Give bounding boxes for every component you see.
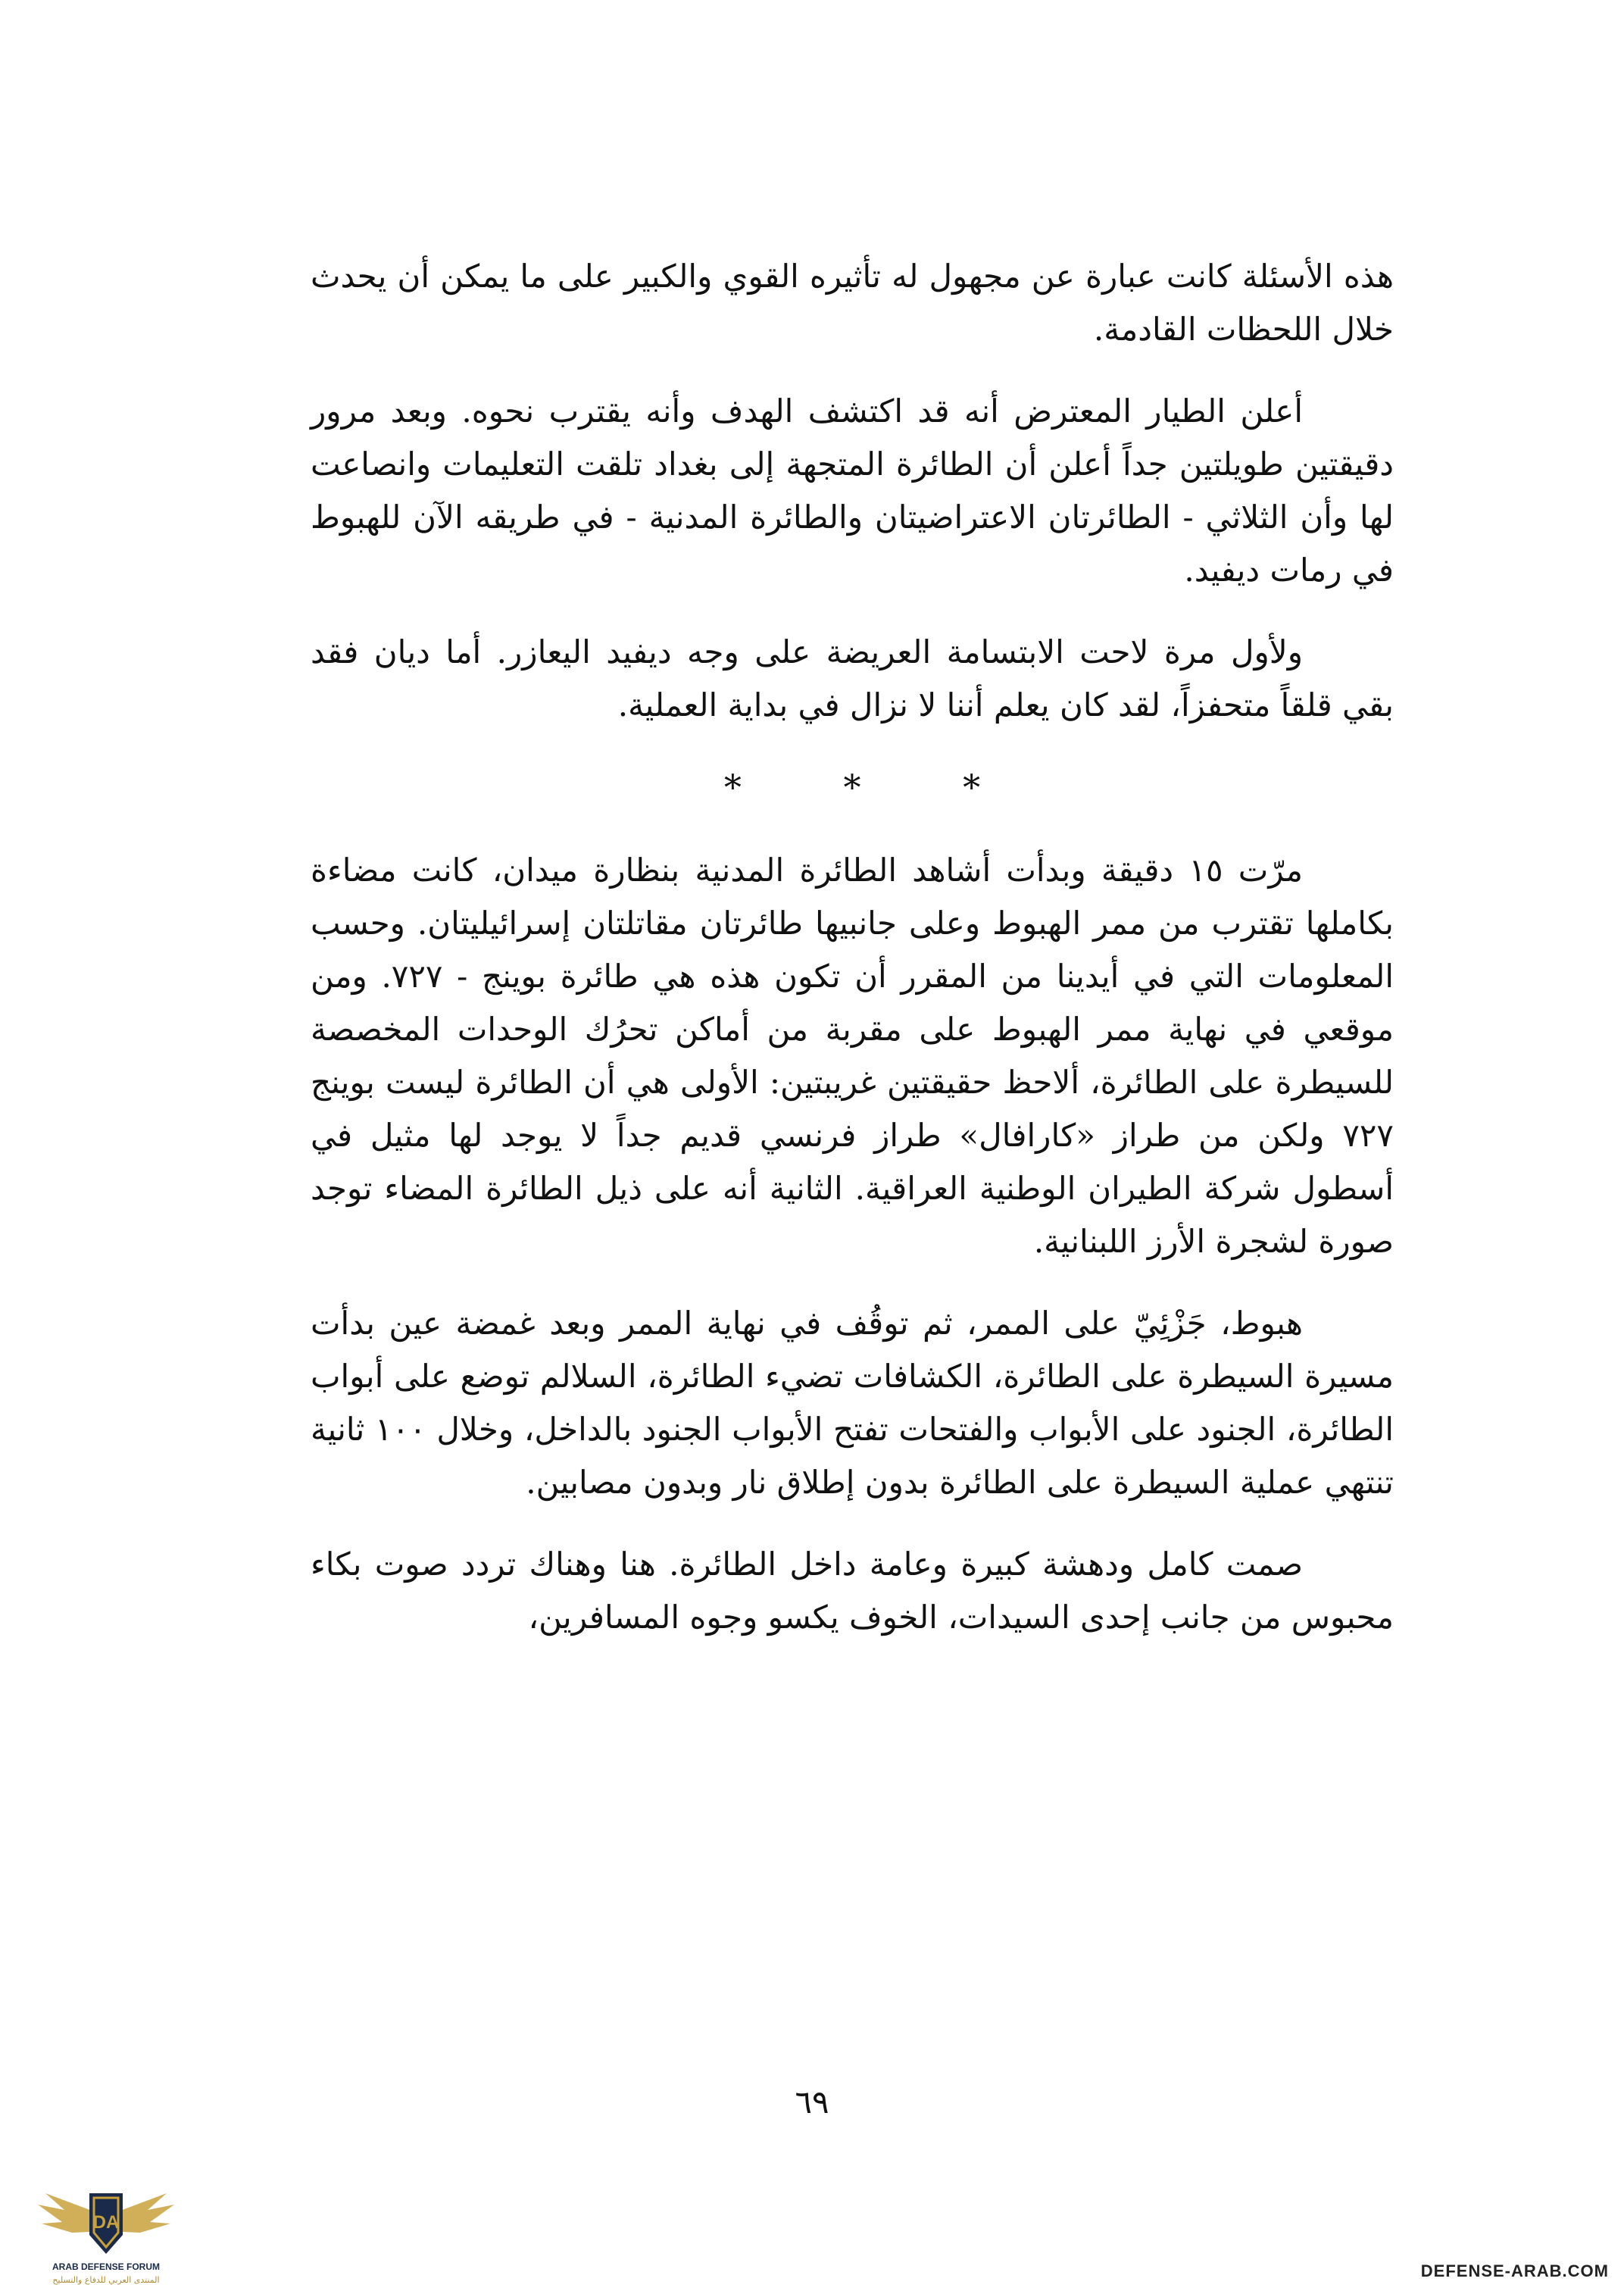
page-number: ٦٩: [795, 2083, 829, 2121]
paragraph: صمت كامل ودهشة كبيرة وعامة داخل الطائرة. هنا وهناك تردد صوت بكاء محبوس من جانب إحدى السيدات، الخوف يكسو وجوه المسافرين،: [311, 1546, 1394, 1636]
paragraph: أعلن الطيار المعترض أنه قد اكتشف الهدف وأنه يقترب نحوه. وبعد مرور دقيقتين طويلتين جداً أعلن أن الطائرة المتجهة إلى بغداد تلقت التعليمات وانصاعت لها وأن الثلاثي - الطائرتان الاعتراضيتان والطائرة المدنية - في طريقه الآن للهبوط في رمات ديفيد.: [311, 392, 1394, 589]
paragraph: ولأول مرة لاحت الابتسامة العريضة على وجه ديفيد اليعازر. أما ديان فقد بقي قلقاً متحفزاً، لقد كان يعلم أننا لا نزال في بداية العملية.: [311, 633, 1394, 724]
paragraph: هبوط، جَزْئِيّ على الممر، ثم توقُف في نهاية الممر وبعد غمضة عين بدأت مسيرة السيطرة على الطائرة، الكشافات تضيء الطائرة، السلالم توضع على أبواب الطائرة، الجنود على الأبواب والفتحات تفتح الأبواب الجنود بالداخل، وخلال ١٠٠ ثانية تنتهي عملية السيطرة على الطائرة بدون إطلاق نار وبدون مصابين.: [311, 1305, 1394, 1501]
forum-name-arabic: المنتدى العربي للدفاع والتسليح: [52, 2275, 160, 2285]
section-separator: * * *: [723, 767, 1026, 808]
paragraph: مرّت ١٥ دقيقة وبدأت أشاهد الطائرة المدنية بنظارة ميدان، كانت مضاءة بكاملها تقترب من ممر الهبوط وعلى جانبيها طائرتان مقاتلتان إسرائيليتان. وحسب المعلومات التي في أيدينا من المقرر أن تكون هذه هي طائرة بوينج - ٧٢٧. ومن موقعي في نهاية ممر الهبوط على مقربة من أماكن تحرُك الوحدات المخصصة للسيطرة على الطائرة، ألاحظ حقيقتين غريبتين: الأولى هي أن الطائرة ليست بوينج ٧٢٧ ولكن من طراز «كارافال» طراز فرنسي قديم جداً لا يوجد لها مثيل في أسطول شركة الطيران الوطنية العراقية. الثانية أنه على ذيل الطائرة المضاء توجد صورة لشجرة الأرز اللبنانية.: [311, 852, 1394, 1260]
svg-text:DA: DA: [92, 2212, 120, 2233]
forum-name: ARAB DEFENSE FORUM: [52, 2261, 160, 2272]
paragraph: هذه الأسئلة كانت عبارة عن مجهول له تأثيره القوي والكبير على ما يمكن أن يحدث خلال اللحظات القادمة.: [311, 258, 1394, 348]
body-text: [311, 250, 1394, 1673]
site-watermark: DEFENSE-ARAB.COM: [1420, 2261, 1609, 2280]
